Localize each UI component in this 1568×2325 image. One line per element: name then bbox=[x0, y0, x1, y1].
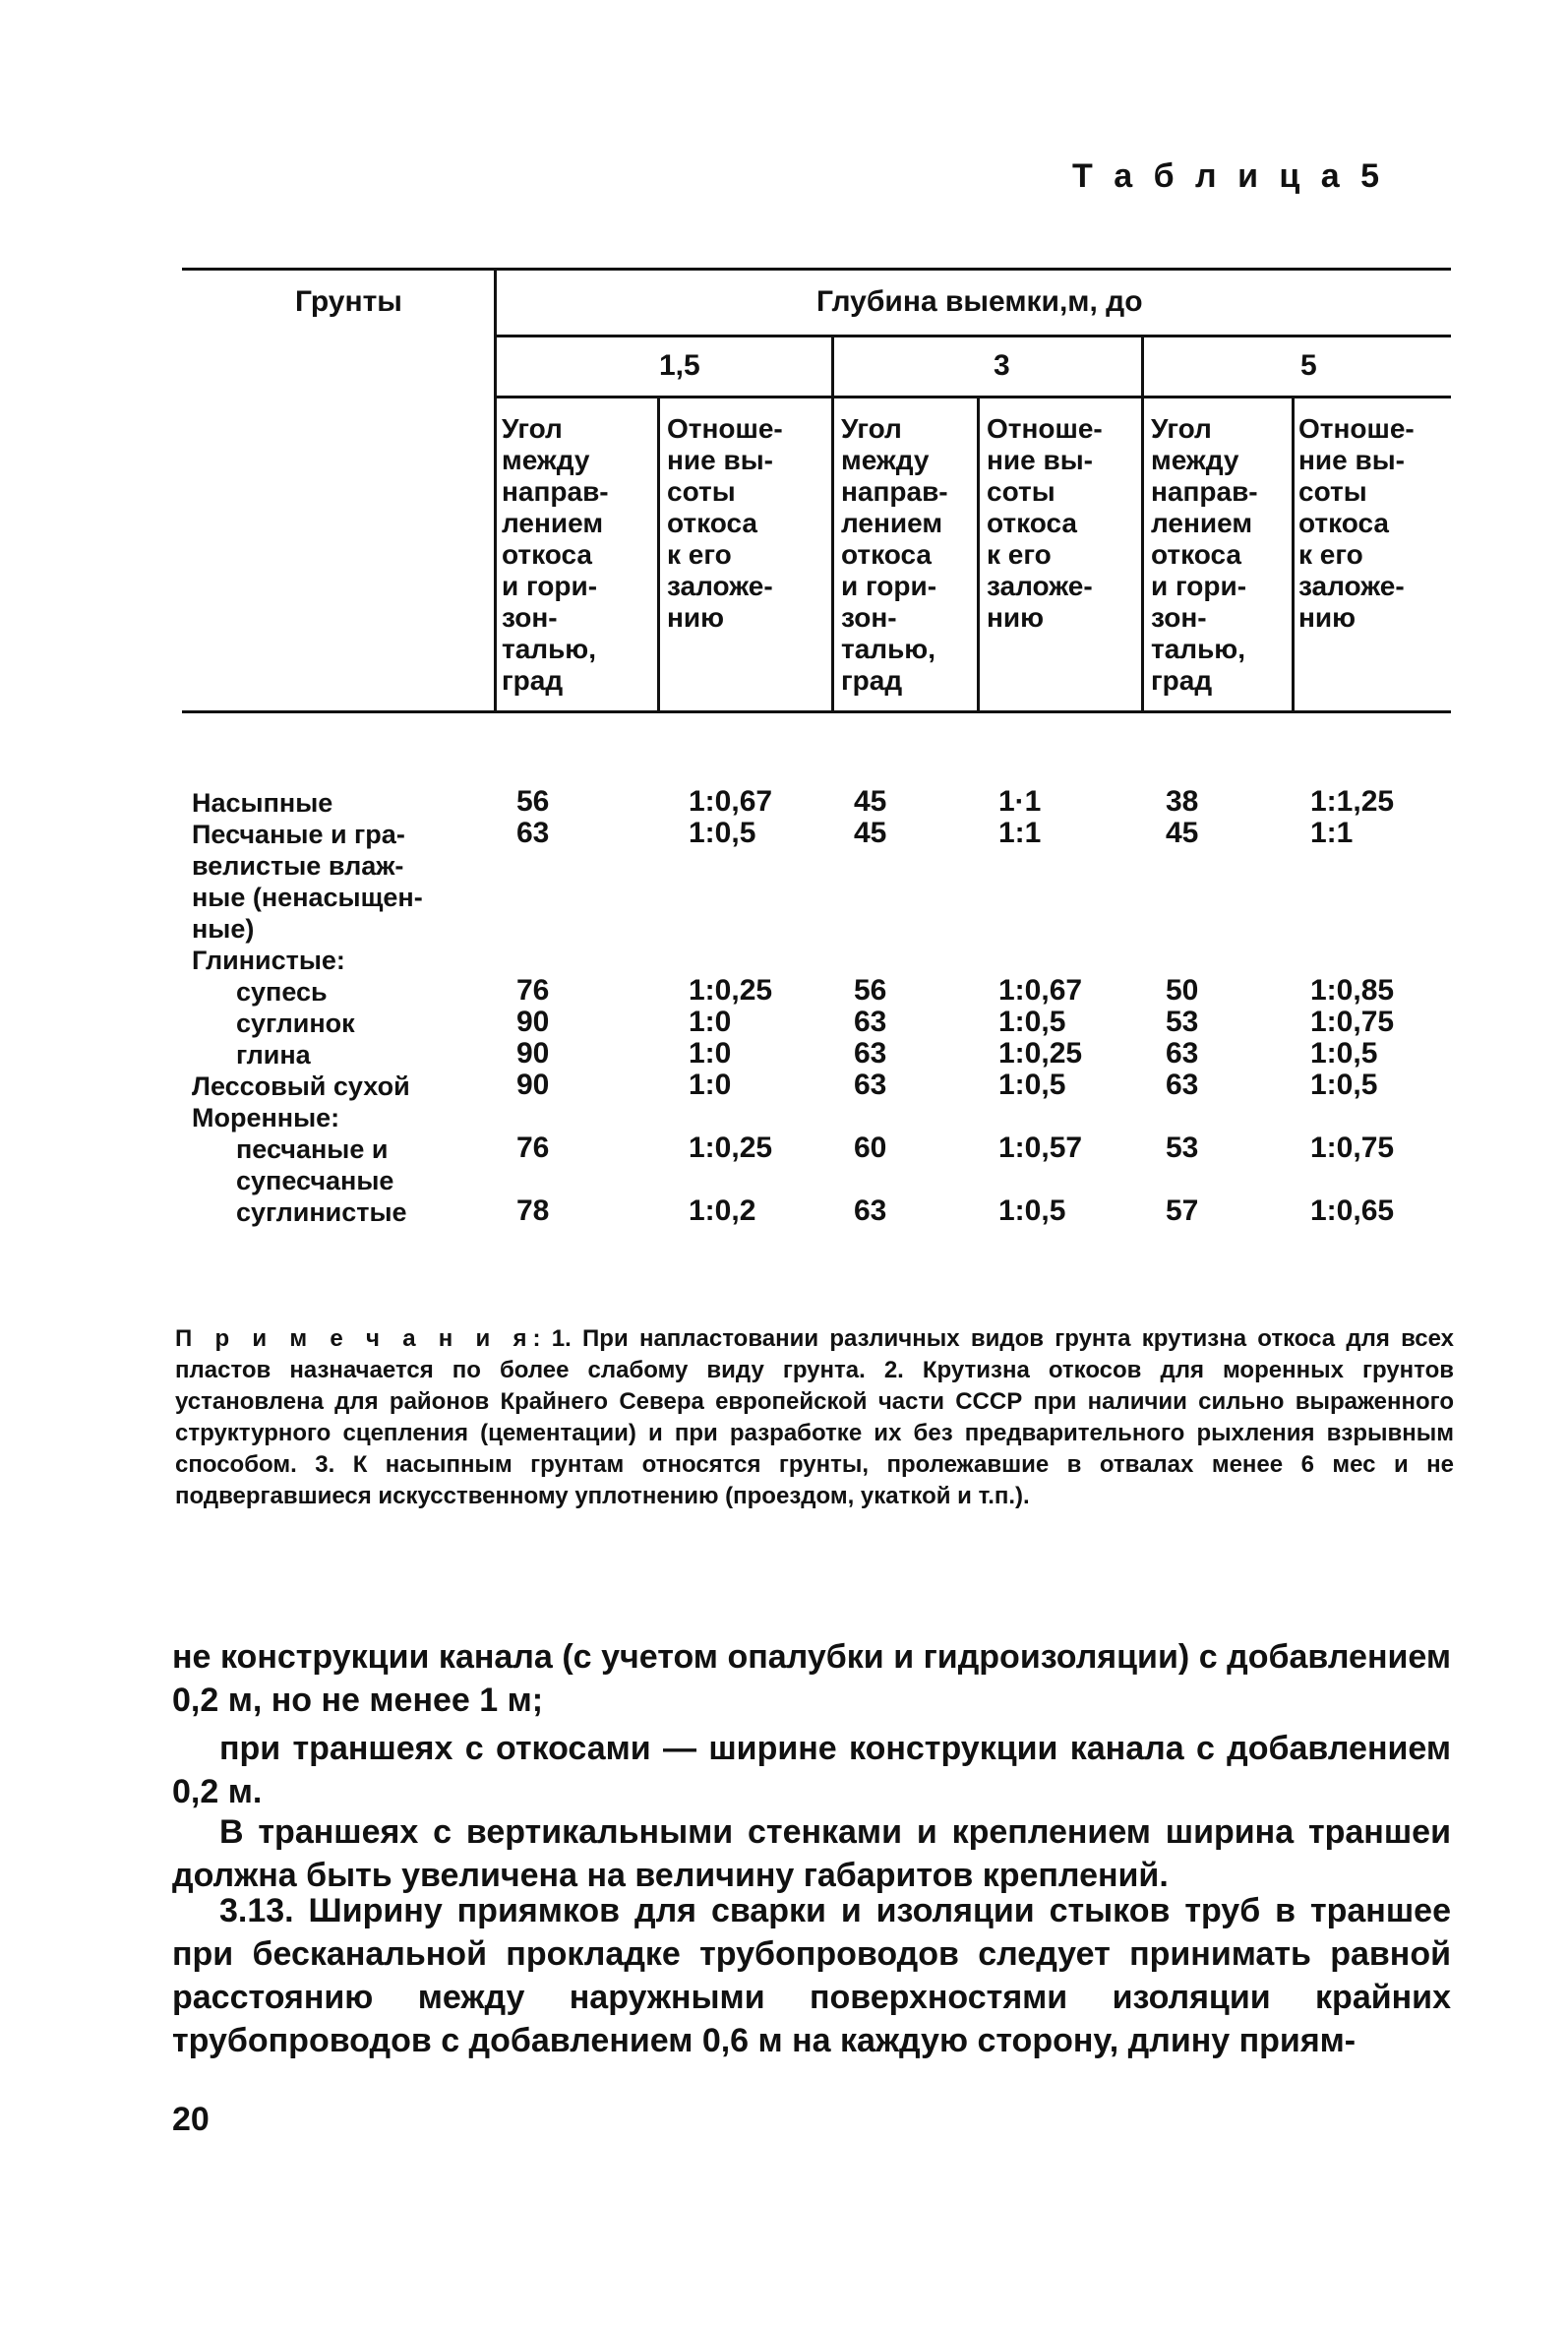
table-cell: 1:0,67 bbox=[689, 785, 773, 818]
header-bottom-rule bbox=[182, 710, 1451, 713]
subheader-ratio-line: ние вы- bbox=[1298, 445, 1405, 475]
table-cell: 1:0,5 bbox=[1310, 1069, 1378, 1101]
subheader-angle-line: откоса bbox=[502, 539, 592, 570]
row-label: ные (ненасыщен- bbox=[192, 883, 423, 912]
table-cell: 63 bbox=[854, 1037, 887, 1070]
subheader-ratio-line: соты bbox=[987, 476, 1055, 507]
table-cell: 1:1 bbox=[998, 817, 1042, 849]
subheader-angle-line: лением bbox=[1151, 508, 1253, 538]
table-cell: 90 bbox=[516, 1037, 550, 1070]
table-cell: 1:0,75 bbox=[1310, 1132, 1395, 1164]
table-cell: 1:0,5 bbox=[689, 817, 756, 849]
subheader-ratio-line: откоса bbox=[1298, 508, 1389, 538]
table-cell: 45 bbox=[854, 817, 887, 849]
subheader-ratio-line: заложе- bbox=[1298, 571, 1405, 601]
subheader-ratio-line: Отноше- bbox=[667, 413, 783, 444]
subheader-angle-line: талью, bbox=[1151, 634, 1245, 664]
header-depth: Глубина выемки,м, до bbox=[816, 285, 1143, 318]
row-label: супесчаные bbox=[236, 1166, 394, 1195]
subheader-ratio-line: нию bbox=[987, 602, 1045, 633]
subheader-ratio-line: к его bbox=[1298, 539, 1363, 570]
subheader-angle-line: откоса bbox=[841, 539, 932, 570]
table-cell: 1:1 bbox=[1310, 817, 1354, 849]
subheader-angle-line: зон- bbox=[1151, 602, 1207, 633]
subheader-angle-line: между bbox=[841, 445, 930, 475]
subheader-angle-line: и гори- bbox=[1151, 571, 1247, 601]
table-cell: 45 bbox=[854, 785, 887, 818]
table-cell: 53 bbox=[1166, 1006, 1199, 1038]
vline-1 bbox=[657, 396, 660, 710]
subheader-angle-line: град bbox=[1151, 665, 1213, 696]
table-cell: 63 bbox=[854, 1006, 887, 1038]
page-number: 20 bbox=[172, 2101, 210, 2138]
row-label: ные) bbox=[192, 914, 255, 944]
table-cell: 1:1,25 bbox=[1310, 785, 1395, 818]
table-caption: Т а б л и ц а 5 bbox=[1072, 157, 1386, 195]
body-paragraph-1: не конструкции канала (с учетом опалубки и гидроизоляции) с добавлением 0,2 м, но не менее 1 м; bbox=[172, 1638, 1451, 1719]
depth-3: 5 bbox=[1300, 349, 1317, 382]
row-label: суглинок bbox=[236, 1009, 355, 1038]
subheader-ratio-line: Отноше- bbox=[987, 413, 1103, 444]
table-cell: 1:0,65 bbox=[1310, 1194, 1395, 1227]
subheader-ratio-line: к его bbox=[987, 539, 1052, 570]
row-label: Моренные: bbox=[192, 1103, 340, 1132]
table-cell: 1:0,25 bbox=[689, 1132, 773, 1164]
table-cell: 1:0 bbox=[689, 1037, 732, 1070]
subheader-angle-line: между bbox=[1151, 445, 1239, 475]
table-cell: 76 bbox=[516, 974, 550, 1007]
table-cell: 1:0,5 bbox=[998, 1006, 1066, 1038]
subheader-ratio-line: заложе- bbox=[667, 571, 773, 601]
table-cell: 56 bbox=[854, 974, 887, 1007]
table-cell: 1:0,75 bbox=[1310, 1006, 1395, 1038]
table-cell: 53 bbox=[1166, 1132, 1199, 1164]
subheader-ratio-line: соты bbox=[667, 476, 736, 507]
table-cell: 56 bbox=[516, 785, 550, 818]
body-paragraph-3: В траншеях с вертикальными стенками и креплением ширина траншеи должна быть увеличена на величину габаритов креплений. bbox=[172, 1813, 1451, 1894]
subheader-ratio-line: нию bbox=[1298, 602, 1357, 633]
table-notes bbox=[175, 1323, 1454, 1512]
table-cell: 76 bbox=[516, 1132, 550, 1164]
table-cell: 1·1 bbox=[998, 785, 1042, 818]
subheader-angle-line: лением bbox=[502, 508, 604, 538]
subheader-ratio-line: нию bbox=[667, 602, 725, 633]
vline-4 bbox=[1141, 335, 1144, 710]
subheader-angle-line: между bbox=[502, 445, 590, 475]
subheader-angle-line: и гори- bbox=[841, 571, 937, 601]
depth-1: 1,5 bbox=[659, 349, 700, 382]
vline-3 bbox=[977, 396, 980, 710]
subheader-ratio-line: к его bbox=[667, 539, 732, 570]
vline-soil bbox=[494, 268, 497, 712]
vline-5 bbox=[1292, 396, 1295, 710]
notes-text: : 1. При напластовании различных видов грунта крутизна откоса для всех пластов назначается по более слабому виду грунта. 2. Крутизна откосов для моренных грунтов установлена для районов Крайнего Севера европейской части СССР при наличии сильно выраженного структурного сцепления (цементации) и при разработке их без предварительного рыхления взрывным способом. 3. К насыпным грунтам относятся грунты, пролежавшие в отвалах менее 6 мес и не подвергавшиеся искусственному уплотнению (проездом, укаткой и т.п.). bbox=[175, 1325, 1454, 1509]
body-paragraph-2: при траншеях с откосами — ширине конструкции канала с добавлением 0,2 м. bbox=[172, 1730, 1451, 1810]
subheader-angle-line: талью, bbox=[841, 634, 935, 664]
row-label: Песчаные и гра- bbox=[192, 820, 405, 849]
table-cell: 1:0,67 bbox=[998, 974, 1083, 1007]
subheader-angle-line: Угол bbox=[1151, 413, 1212, 444]
table-cell: 60 bbox=[854, 1132, 887, 1164]
table-cell: 1:0,85 bbox=[1310, 974, 1395, 1007]
depth-values-rule bbox=[495, 396, 1451, 398]
depth-rule bbox=[495, 335, 1451, 337]
table-cell: 1:0 bbox=[689, 1069, 732, 1101]
row-label: песчаные и bbox=[236, 1134, 389, 1164]
table-cell: 78 bbox=[516, 1194, 550, 1227]
subheader-ratio-line: ние вы- bbox=[667, 445, 773, 475]
subheader-angle-line: откоса bbox=[1151, 539, 1241, 570]
subheader-angle-line: град bbox=[841, 665, 903, 696]
table-cell: 63 bbox=[854, 1069, 887, 1101]
table-cell: 63 bbox=[1166, 1037, 1199, 1070]
subheader-angle-line: направ- bbox=[1151, 476, 1258, 507]
subheader-angle-line: Угол bbox=[841, 413, 902, 444]
subheader-angle-line: и гори- bbox=[502, 571, 598, 601]
subheader-angle-line: талью, bbox=[502, 634, 596, 664]
table-cell: 63 bbox=[516, 817, 550, 849]
subheader-angle-line: град bbox=[502, 665, 564, 696]
table-cell: 38 bbox=[1166, 785, 1199, 818]
subheader-ratio-line: откоса bbox=[987, 508, 1077, 538]
table-cell: 1:0,5 bbox=[998, 1194, 1066, 1227]
row-label: велистые влаж- bbox=[192, 851, 404, 881]
subheader-ratio-line: откоса bbox=[667, 508, 757, 538]
subheader-angle-line: направ- bbox=[841, 476, 948, 507]
table-cell: 63 bbox=[1166, 1069, 1199, 1101]
table-cell: 50 bbox=[1166, 974, 1199, 1007]
table-cell: 63 bbox=[854, 1194, 887, 1227]
subheader-ratio-line: Отноше- bbox=[1298, 413, 1415, 444]
table-cell: 1:0,25 bbox=[998, 1037, 1083, 1070]
table-cell: 1:0 bbox=[689, 1006, 732, 1038]
table-cell: 1:0,5 bbox=[1310, 1037, 1378, 1070]
row-label: Глинистые: bbox=[192, 946, 345, 975]
row-label: супесь bbox=[236, 977, 328, 1007]
table-cell: 90 bbox=[516, 1069, 550, 1101]
table-top-rule bbox=[182, 268, 1451, 271]
table-cell: 1:0,57 bbox=[998, 1132, 1083, 1164]
table-cell: 45 bbox=[1166, 817, 1199, 849]
header-soils: Грунты bbox=[295, 285, 402, 318]
subheader-angle-line: направ- bbox=[502, 476, 609, 507]
subheader-ratio-line: заложе- bbox=[987, 571, 1093, 601]
table-cell: 90 bbox=[516, 1006, 550, 1038]
subheader-angle-line: лением bbox=[841, 508, 943, 538]
table-cell: 1:0,25 bbox=[689, 974, 773, 1007]
subheader-angle-line: Угол bbox=[502, 413, 563, 444]
subheader-angle-line: зон- bbox=[502, 602, 558, 633]
vline-2 bbox=[831, 335, 834, 710]
notes-lead: П р и м е ч а н и я bbox=[175, 1325, 533, 1352]
table-cell: 1:0,5 bbox=[998, 1069, 1066, 1101]
subheader-ratio-line: соты bbox=[1298, 476, 1367, 507]
row-label: суглинистые bbox=[236, 1197, 407, 1227]
body-paragraph-4: 3.13. Ширину приямков для сварки и изоляции стыков труб в траншее при бесканальной прокладке трубопроводов следует принимать равной расстоянию между наружными поверхностями изоляции крайних трубопроводов с добавлением 0,6 м на каждую сторону, длину приям- bbox=[172, 1892, 1451, 2059]
table-cell: 1:0,2 bbox=[689, 1194, 756, 1227]
subheader-ratio-line: ние вы- bbox=[987, 445, 1093, 475]
row-label: Насыпные bbox=[192, 788, 333, 818]
row-label: Лессовый сухой bbox=[192, 1071, 410, 1101]
table-cell: 57 bbox=[1166, 1194, 1199, 1227]
row-label: глина bbox=[236, 1040, 311, 1070]
subheader-angle-line: зон- bbox=[841, 602, 897, 633]
depth-2: 3 bbox=[994, 349, 1010, 382]
